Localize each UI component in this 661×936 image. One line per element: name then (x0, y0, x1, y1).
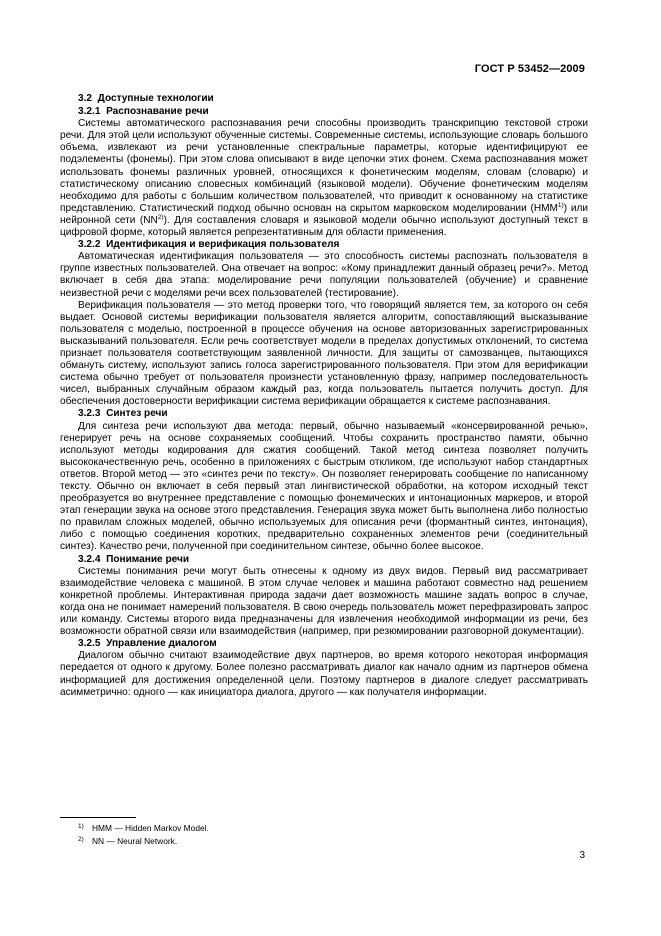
subsection-number: 3.2.4 (78, 553, 101, 565)
footnotes (78, 822, 209, 847)
subsections-container (60, 106, 588, 699)
footnote-item: 2) NN — Neural Network. (78, 835, 178, 846)
subsection-heading (78, 239, 588, 251)
subsection-number: 3.2.5 (78, 638, 101, 650)
body-paragraph (60, 251, 588, 299)
section-title: Доступные технологии (97, 93, 214, 104)
footnote-text: HMM — Hidden Markov Model. (92, 823, 209, 833)
subsection-title: Идентификация и верификация пользователя (106, 239, 340, 251)
subsection-title: Синтез речи (106, 408, 168, 420)
paragraph-text: Для синтеза речи используют два метода: первый, обычно называемый «консервированной речью», генерирует речь на основе сохраняемых сообщений. Чтобы сохранить пространство памяти, обычно используют методы кодирования для сжатия сообщений. Такой метод синтеза позволяет получить высококачественную речь, особенно в приложениях с быстрым откликом, где используют набор стандартных ответов. Второй метод — это «синтез речи по тексту». Он позволяет генерировать сообщение по написанному тексту. Обычно он включает в себя первый этап лингвистической обработки, на котором исходный текст преобразуется во внутреннее представление с помощью фонемических и интонационных маркеров, и второй этап генерации звука на основе этого представления. Генерация звука может быть выполнена либо полностью по правилам сложных моделей, обычно используемых для описания речи (формантный синтез, интонация), либо с помощью соединения коротких, предварительно сохраненных элементов речи (соединительный синтез). Качество речи, полученной при соединительном синтезе, обычно более высокое. (60, 420, 588, 553)
paragraph-text: Диалогом обычно считают взаимодействие двух партнеров, во время которого некоторая информация передается от одного к другому. Более полезно рассматривать диалог как начало одним из партнеров обмена информацией для достижения определенной цели. Поэтому партнеров в диалоге следует рассматривать асимметрично: одного — как инициатора диалога, другого — как получателя информации. (60, 650, 588, 698)
section-number: 3.2 (78, 93, 93, 104)
footnote-text: NN — Neural Network. (92, 835, 178, 846)
paragraph-text: Системы понимания речи могут быть отнесены к одному из двух видов. Первый вид рассматривает взаимодействие человека с машиной. В этом случае человек и машина работают совместно над решением конкретной проблемы. Интерактивная природа задачи дает возможность машине задать вопрос в случае, когда она не понимает намерений пользователя. В свою очередь пользователь может перефразировать запрос или команду. Системы второго вида предназначены для извлечения необходимой информации из речи, без возможности обратной связи или взаимодействия (например, при резюмировании разговорной документации). (60, 565, 588, 638)
subsection-heading (78, 638, 588, 650)
footnote-divider (60, 817, 136, 818)
subsection-title: Распознавание речи (106, 106, 209, 118)
subsection-title: Понимание речи (106, 553, 190, 565)
document-body (60, 93, 588, 699)
document-code-header: ГОСТ Р 53452—2009 (474, 63, 585, 75)
subsection-number: 3.2.3 (78, 408, 101, 420)
body-paragraph (60, 566, 588, 639)
footnote-reference: 1) (557, 201, 564, 209)
subsection-title: Управление диалогом (106, 638, 217, 650)
paragraph-text: ). Для составления словаря и языковой модели обычно используют доступный текст в цифровой форме, который является репрезентативным для области применения. (60, 214, 588, 239)
paragraph-text: Системы автоматического распознавания речи способны производить транскрипцию текстовой строки речи. Для этой цели используют обученные системы. Современные системы, использующие словарь большого объема, извлекают из речи установленные спектральные параметры, которые идентифицируют ее подэлементы (фонемы). При этом слова описывают в виде цепочки этих фонем. Схема распознавания может использовать фонемы различных уровней, относящихся к фонетическим моделям, словам (словарю) и статистическому описанию словесных комбинаций (языковой модели). Обучение фонетическим моделям необходимо для работы с большим количеством пользователей, что приводит к основанному на статистике представлению. Статистический подход обычно основан на скрытом марковском моделировании (HMM (60, 118, 588, 214)
footnote-item: 1) HMM — Hidden Markov Model. (78, 823, 209, 833)
body-paragraph (60, 650, 588, 698)
body-paragraph (60, 421, 588, 554)
subsection-heading (78, 554, 588, 566)
paragraph-text: Автоматическая идентификация пользователя — это способность системы распознать пользователя в группе известных пользователей. Она отвечает на вопрос: «Кому принадлежит данный образец речи?». Метод включает в себя два этапа: моделирование речи популяции пользователей (обучение) и сравнение неизвестной речи с моделями речи всех пользователей (тестирование). (60, 251, 588, 299)
footnote-reference: 2) (157, 213, 164, 221)
paragraph-text: ) или нейронной сети (NN (60, 202, 588, 226)
subsection-heading (78, 106, 588, 118)
body-paragraph (60, 300, 588, 409)
page-number: 3 (579, 850, 585, 861)
section-heading (78, 93, 588, 105)
subsection-number: 3.2.1 (78, 106, 101, 118)
paragraph-text: Верификация пользователя — это метод проверки того, что говорящий является тем, за которого он себя выдает. Основой системы верификации пользователя является алгоритм, сопоставляющий высказывание пользователя с моделью, построенной в процессе обучения на основе авторизованных зарегистрированных высказываний пользователя. Если речь соответствует модели в пределах допустимых отклонений, то система признает пользователя соответствующим заявленной личности. Для защиты от самозванцев, пытающихся обмануть систему, используют запись голоса зарегистрированного пользователя. При этом для верификации система обычно требует от пользователя произнести установленную фразу, например последовательность чисел, выбранных случайным образом каждый раз, когда пользователь пытается получить доступ. Для обеспечения достоверности верификации система верификации обращается к системе распознавания. (60, 299, 588, 408)
subsection-heading (78, 408, 588, 420)
subsection-number: 3.2.2 (78, 239, 101, 251)
body-paragraph (60, 118, 588, 239)
